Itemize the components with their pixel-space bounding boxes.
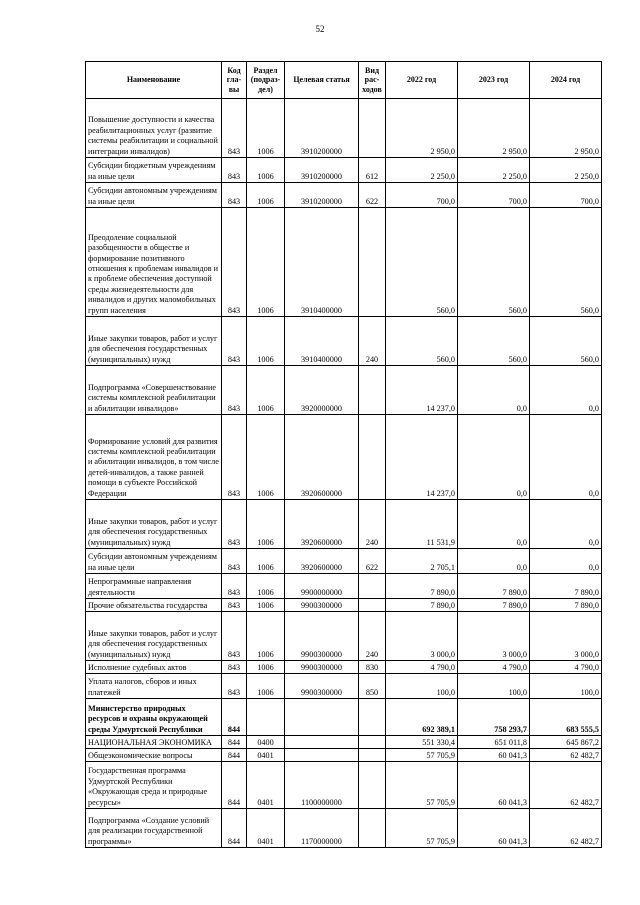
row-name: Министерство природных ресурсов и охраны окружающей среды Удмуртской Республики xyxy=(86,699,222,736)
header-2023: 2023 год xyxy=(458,62,530,99)
row-2023: 4 790,0 xyxy=(458,661,530,674)
row-expense-type: 240 xyxy=(359,500,386,549)
row-target xyxy=(285,699,359,736)
page-number: 52 xyxy=(315,24,325,34)
row-2022: 3 000,0 xyxy=(386,612,458,661)
row-2023: 0,0 xyxy=(458,366,530,415)
header-2024: 2024 год xyxy=(530,62,602,99)
row-section: 0401 xyxy=(247,809,285,848)
row-name: Уплата налогов, сборов и иных платежей xyxy=(86,674,222,699)
row-section: 1006 xyxy=(247,574,285,599)
row-name: Преодоление социальной разобщенности в обществе и формирование позитивного отношения к проблемам инвалидов и к проблеме обеспечения доступной среды жизнедеятельности для инвалидов и других маломобильных групп населения xyxy=(86,208,222,317)
row-chapter: 844 xyxy=(222,699,247,736)
row-expense-type xyxy=(359,749,386,762)
row-name: Субсидии автономным учреждениям на иные цели xyxy=(86,549,222,574)
header-2022: 2022 год xyxy=(386,62,458,99)
row-chapter: 843 xyxy=(222,208,247,317)
header-section: Раздел (подраз-дел) xyxy=(247,62,285,99)
row-target: 9900300000 xyxy=(285,612,359,661)
header-chapter: Код гла-вы xyxy=(222,62,247,99)
row-target: 3910400000 xyxy=(285,208,359,317)
row-2023: 60 041,3 xyxy=(458,809,530,848)
row-name: Субсидии автономным учреждениям на иные цели xyxy=(86,183,222,208)
row-2024: 62 482,7 xyxy=(530,749,602,762)
row-expense-type xyxy=(359,415,386,500)
row-2023: 2 250,0 xyxy=(458,158,530,183)
row-2024: 7 890,0 xyxy=(530,574,602,599)
row-2024: 560,0 xyxy=(530,208,602,317)
row-2024: 0,0 xyxy=(530,500,602,549)
table-row xyxy=(86,366,602,415)
table-row xyxy=(86,99,602,158)
row-section: 1006 xyxy=(247,612,285,661)
row-section: 1006 xyxy=(247,366,285,415)
row-name: Иные закупки товаров, работ и услуг для обеспечения государственных (муниципальных) нужд xyxy=(86,317,222,366)
row-expense-type xyxy=(359,762,386,809)
row-target: 3910400000 xyxy=(285,317,359,366)
table-row xyxy=(86,415,602,500)
row-chapter: 843 xyxy=(222,366,247,415)
row-name: Повышение доступности и качества реабилитационных услуг (развитие системы реабилитации и социальной интеграции инвалидов) xyxy=(86,99,222,158)
row-name: Формирование условий для развития системы комплексной реабилитации и абилитации инвалидов, в том числе детей-инвалидов, а также ранней помощи в субъекте Российской Федерации xyxy=(86,415,222,500)
row-2023: 758 293,7 xyxy=(458,699,530,736)
row-2023: 560,0 xyxy=(458,208,530,317)
row-2024: 2 950,0 xyxy=(530,99,602,158)
row-name: Исполнение судебных актов xyxy=(86,661,222,674)
row-expense-type xyxy=(359,574,386,599)
row-section: 1006 xyxy=(247,674,285,699)
row-chapter: 843 xyxy=(222,574,247,599)
row-target: 3920600000 xyxy=(285,549,359,574)
row-expense-type: 850 xyxy=(359,674,386,699)
table-row xyxy=(86,809,602,848)
table-row xyxy=(86,549,602,574)
table-row xyxy=(86,612,602,661)
row-name: Иные закупки товаров, работ и услуг для обеспечения государственных (муниципальных) нужд xyxy=(86,500,222,549)
row-2024: 62 482,7 xyxy=(530,809,602,848)
row-chapter: 843 xyxy=(222,612,247,661)
row-2022: 57 705,9 xyxy=(386,762,458,809)
row-2024: 683 555,5 xyxy=(530,699,602,736)
row-expense-type: 622 xyxy=(359,549,386,574)
table-row xyxy=(86,749,602,762)
row-2024: 560,0 xyxy=(530,317,602,366)
table-row xyxy=(86,208,602,317)
row-chapter: 844 xyxy=(222,749,247,762)
row-2022: 100,0 xyxy=(386,674,458,699)
row-section: 1006 xyxy=(247,158,285,183)
row-2023: 560,0 xyxy=(458,317,530,366)
row-expense-type xyxy=(359,699,386,736)
row-section: 1006 xyxy=(247,661,285,674)
row-expense-type xyxy=(359,366,386,415)
budget-table xyxy=(85,61,602,848)
row-section: 1006 xyxy=(247,317,285,366)
row-2024: 2 250,0 xyxy=(530,158,602,183)
row-target xyxy=(285,736,359,749)
row-name: Непрограммные направления деятельности xyxy=(86,574,222,599)
row-expense-type xyxy=(359,99,386,158)
row-2024: 100,0 xyxy=(530,674,602,699)
row-chapter: 843 xyxy=(222,500,247,549)
row-2023: 7 890,0 xyxy=(458,574,530,599)
header-row xyxy=(86,62,602,99)
row-section: 0401 xyxy=(247,762,285,809)
row-chapter: 844 xyxy=(222,762,247,809)
row-section xyxy=(247,699,285,736)
row-2023: 60 041,3 xyxy=(458,749,530,762)
row-target: 9900300000 xyxy=(285,674,359,699)
row-name: Субсидии бюджетным учреждениям на иные цели xyxy=(86,158,222,183)
row-expense-type xyxy=(359,208,386,317)
row-2024: 62 482,7 xyxy=(530,762,602,809)
row-name: Государственная программа Удмуртской Республики «Окружающая среда и природные ресурсы» xyxy=(86,762,222,809)
row-target: 3910200000 xyxy=(285,158,359,183)
row-2023: 0,0 xyxy=(458,500,530,549)
row-chapter: 843 xyxy=(222,158,247,183)
table-row xyxy=(86,317,602,366)
row-2022: 4 790,0 xyxy=(386,661,458,674)
table-row xyxy=(86,762,602,809)
row-chapter: 843 xyxy=(222,183,247,208)
row-2022: 11 531,9 xyxy=(386,500,458,549)
row-expense-type: 240 xyxy=(359,317,386,366)
row-target: 9900000000 xyxy=(285,574,359,599)
row-2022: 57 705,9 xyxy=(386,809,458,848)
row-2024: 0,0 xyxy=(530,415,602,500)
table-row xyxy=(86,183,602,208)
row-target xyxy=(285,749,359,762)
row-2023: 700,0 xyxy=(458,183,530,208)
row-expense-type: 830 xyxy=(359,661,386,674)
row-chapter: 843 xyxy=(222,549,247,574)
row-2024: 7 890,0 xyxy=(530,599,602,612)
row-2024: 0,0 xyxy=(530,549,602,574)
table-row xyxy=(86,500,602,549)
row-expense-type xyxy=(359,736,386,749)
table-row xyxy=(86,699,602,736)
row-2022: 692 389,1 xyxy=(386,699,458,736)
row-section: 1006 xyxy=(247,183,285,208)
row-2023: 100,0 xyxy=(458,674,530,699)
header-expense-type: Вид рас-ходов xyxy=(359,62,386,99)
row-target: 3920000000 xyxy=(285,366,359,415)
table-body xyxy=(86,99,602,848)
row-chapter: 843 xyxy=(222,99,247,158)
row-target: 3920600000 xyxy=(285,415,359,500)
row-chapter: 843 xyxy=(222,317,247,366)
row-2022: 560,0 xyxy=(386,317,458,366)
row-name: Подпрограмма «Создание условий для реализации государственной программы» xyxy=(86,809,222,848)
row-2022: 2 250,0 xyxy=(386,158,458,183)
row-name: Прочие обязательства государства xyxy=(86,599,222,612)
row-section: 0401 xyxy=(247,749,285,762)
header-target: Целевая статья xyxy=(285,62,359,99)
row-target: 9900300000 xyxy=(285,599,359,612)
row-2023: 651 011,8 xyxy=(458,736,530,749)
row-name: Общеэкономические вопросы xyxy=(86,749,222,762)
row-section: 0400 xyxy=(247,736,285,749)
row-2023: 2 950,0 xyxy=(458,99,530,158)
row-target: 3910200000 xyxy=(285,99,359,158)
row-expense-type: 622 xyxy=(359,183,386,208)
table-row xyxy=(86,574,602,599)
row-2023: 60 041,3 xyxy=(458,762,530,809)
row-section: 1006 xyxy=(247,99,285,158)
row-target: 9900300000 xyxy=(285,661,359,674)
row-chapter: 843 xyxy=(222,415,247,500)
row-chapter: 843 xyxy=(222,674,247,699)
row-target: 3920600000 xyxy=(285,500,359,549)
row-chapter: 844 xyxy=(222,809,247,848)
row-section: 1006 xyxy=(247,415,285,500)
row-2022: 2 705,1 xyxy=(386,549,458,574)
table-row xyxy=(86,661,602,674)
row-2024: 3 000,0 xyxy=(530,612,602,661)
row-2023: 0,0 xyxy=(458,549,530,574)
row-2023: 7 890,0 xyxy=(458,599,530,612)
row-chapter: 844 xyxy=(222,736,247,749)
row-2024: 645 867,2 xyxy=(530,736,602,749)
row-2023: 3 000,0 xyxy=(458,612,530,661)
row-name: Подпрограмма «Совершенствование системы комплексной реабилитации и абилитации инвалидов» xyxy=(86,366,222,415)
row-2024: 700,0 xyxy=(530,183,602,208)
row-expense-type xyxy=(359,809,386,848)
row-2024: 0,0 xyxy=(530,366,602,415)
row-expense-type: 240 xyxy=(359,612,386,661)
row-target: 3910200000 xyxy=(285,183,359,208)
row-2022: 57 705,9 xyxy=(386,749,458,762)
row-name: Иные закупки товаров, работ и услуг для обеспечения государственных (муниципальных) нужд xyxy=(86,612,222,661)
row-target: 1170000000 xyxy=(285,809,359,848)
row-2022: 14 237,0 xyxy=(386,415,458,500)
row-2022: 14 237,0 xyxy=(386,366,458,415)
row-chapter: 843 xyxy=(222,661,247,674)
header-name: Наименование xyxy=(86,62,222,99)
row-2022: 551 330,4 xyxy=(386,736,458,749)
row-2022: 7 890,0 xyxy=(386,574,458,599)
row-2022: 560,0 xyxy=(386,208,458,317)
row-2022: 7 890,0 xyxy=(386,599,458,612)
table-row xyxy=(86,599,602,612)
row-name: НАЦИОНАЛЬНАЯ ЭКОНОМИКА xyxy=(86,736,222,749)
row-expense-type: 612 xyxy=(359,158,386,183)
row-2022: 700,0 xyxy=(386,183,458,208)
row-section: 1006 xyxy=(247,208,285,317)
table-row xyxy=(86,674,602,699)
row-section: 1006 xyxy=(247,500,285,549)
row-2022: 2 950,0 xyxy=(386,99,458,158)
row-2023: 0,0 xyxy=(458,415,530,500)
table-row xyxy=(86,736,602,749)
row-chapter: 843 xyxy=(222,599,247,612)
row-expense-type xyxy=(359,599,386,612)
row-section: 1006 xyxy=(247,549,285,574)
table-row xyxy=(86,158,602,183)
row-section: 1006 xyxy=(247,599,285,612)
row-2024: 4 790,0 xyxy=(530,661,602,674)
row-target: 1100000000 xyxy=(285,762,359,809)
